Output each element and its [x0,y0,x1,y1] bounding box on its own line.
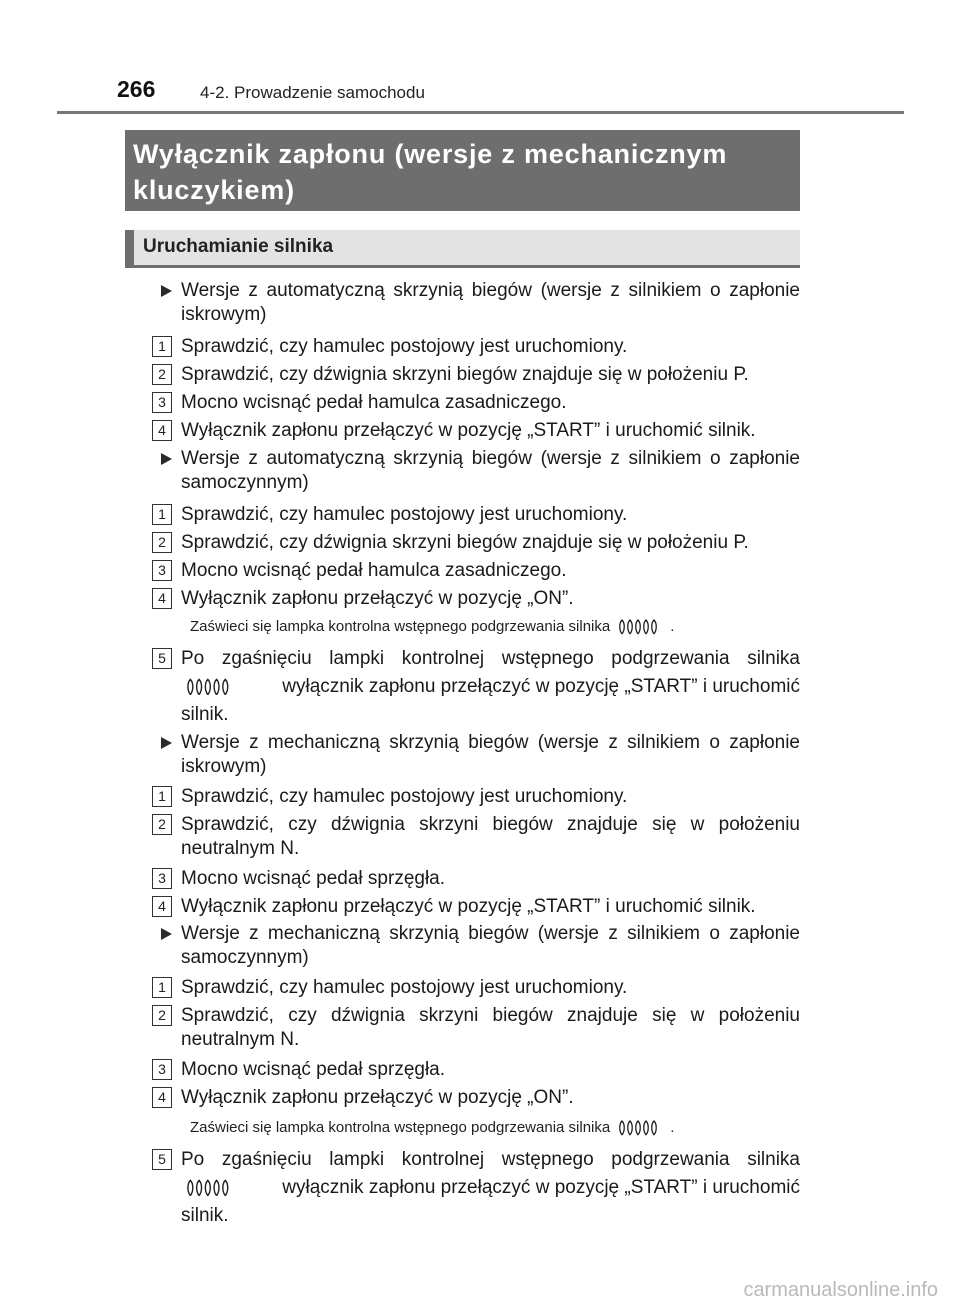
section-label: 4-2. Prowadzenie samochodu [200,83,425,102]
step-number: 5 [152,648,172,669]
step-text: Sprawdzić, czy dźwignia skrzyni biegów znajduje się w położeniu P. [181,532,749,553]
step-text: Sprawdzić, czy dźwignia skrzyni biegów znajduje się w położeniu P. [181,364,749,385]
step-text: Mocno wcisnąć pedał hamulca zasadniczego. [181,392,567,413]
step-number: 2 [152,364,172,385]
step-number: 1 [152,504,172,525]
step-number: 2 [152,532,172,553]
step-text-line: Po zgaśnięciu lampki kontrolnej wstępnego podgrzewania silnika [181,1149,800,1170]
step-text-line: silnik. [181,1205,229,1226]
step-number: 1 [152,336,172,357]
step-text: Mocno wcisnąć pedał hamulca zasadniczego. [181,560,567,581]
step-number: 2 [152,814,172,835]
note-text: Zaświeci się lampka kontrolna wstępnego podgrzewania silnika . [190,1119,675,1136]
step-number: 1 [152,977,172,998]
page-title: Wyłącznik zapłonu (wersje z mechanicznym kluczykiem) [125,130,800,211]
step-number: 5 [152,1149,172,1170]
step-number: 2 [152,1005,172,1026]
watermark: carmanualsonline.info [743,1279,938,1301]
step-text-line: wyłącznik zapłonu przełączyć w pozycję „START” i uruchomić [186,675,800,699]
step-number: 3 [152,560,172,581]
step-text: Sprawdzić, czy hamulec postojowy jest uruchomiony. [181,504,628,525]
glow-plug-indicator-icon [186,677,234,697]
triangle-bullet-icon [161,285,172,297]
step-text-line: Po zgaśnięciu lampki kontrolnej wstępnego podgrzewania silnika [181,648,800,669]
step-text: Wyłącznik zapłonu przełączyć w pozycję „START” i uruchomić silnik. [181,896,756,917]
glow-plug-indicator-icon [186,1178,234,1198]
step-text: Sprawdzić, czy hamulec postojowy jest uruchomiony. [181,336,628,357]
step-number: 1 [152,786,172,807]
subsection-title: Uruchamianie silnika [143,236,334,257]
step-text: Mocno wcisnąć pedał sprzęgła. [181,1059,446,1080]
step-number: 3 [152,1059,172,1080]
step-text-line: wyłącznik zapłonu przełączyć w pozycję „START” i uruchomić [186,1176,800,1200]
step-text: Wyłącznik zapłonu przełączyć w pozycję „ON”. [181,1087,574,1108]
step-number: 3 [152,868,172,889]
step-text: Mocno wcisnąć pedał sprzęgła. [181,868,446,889]
step-number: 4 [152,588,172,609]
triangle-bullet-icon [161,928,172,940]
step-number: 3 [152,392,172,413]
triangle-bullet-icon [161,737,172,749]
step-text: Sprawdzić, czy dźwignia skrzyni biegów znajduje się w położeniu neutralnym N. [181,1005,800,1050]
step-text: Sprawdzić, czy dźwignia skrzyni biegów znajduje się w położeniu neutralnym N. [181,814,800,859]
glow-plug-indicator-icon [618,1119,662,1137]
step-number: 4 [152,896,172,917]
step-text: Sprawdzić, czy hamulec postojowy jest uruchomiony. [181,786,628,807]
triangle-bullet-icon [161,453,172,465]
step-text: Wyłącznik zapłonu przełączyć w pozycję „START” i uruchomić silnik. [181,420,756,441]
step-number: 4 [152,420,172,441]
step-number: 4 [152,1087,172,1108]
note-text: Zaświeci się lampka kontrolna wstępnego podgrzewania silnika . [190,618,675,635]
step-text-line: silnik. [181,704,229,725]
step-text: Sprawdzić, czy hamulec postojowy jest uruchomiony. [181,977,628,998]
glow-plug-indicator-icon [618,618,662,636]
page-number: 266 [117,76,156,102]
step-text: Wyłącznik zapłonu przełączyć w pozycję „ON”. [181,588,574,609]
instruction-content: Wersje z automatyczną skrzynią biegów (wersje z silnikiem o zapłonie iskrowym) 1 Sprawdzić, czy hamulec postojowy jest uruchomiony. 2 Sprawdzić, czy dźwignia skrzyni biegów znajduje się w położeniu P. 3 Mocno wcisnąć pedał hamulca zasadniczego. 4 Wyłącznik zapłonu przełączyć w pozycję „START” i uruchomić silnik. Wersje z automatyczną skrzynią biegów (wersje z silnikiem o zapłonie samoczynnym) 1 Sprawdzić, czy hamulec postojowy jest uruchomiony. 2 Sprawdzić, czy dźwignia skrzyni biegów znajduje się w położeniu P. 3 Mocno wcisnąć pedał hamulca zasadniczego. 4 Wyłącznik zapłonu przełączyć w pozycję „ON”. Zaświeci się lampka kontrolna wstępnego podgrzewania silnika . 5 Po zgaśnięciu lampki kontrolnej wstępnego podgrzewania silnika wyłącznik zapłonu przełączyć w pozycję „START” i uruchomić silnik. Wersje z mechaniczną skrzynią biegów (wersje z silnikiem o zapłonie iskrowym) 1 Sprawdzić, czy hamulec postojowy jest uruchomiony. 2 Sprawdzić, czy dźwignia skrzyni biegów znajduje się w położeniu neutralnym N. 3 Mocno wcisnąć pedał sprzęgła. 4 Wyłącznik zapłonu przełączyć w pozycję „START” i uruchomić silnik. Wersje z mechaniczną skrzynią biegów (wersje z silnikiem o zapłonie samoczynnym) 1 Sprawdzić, czy hamulec postojowy jest uruchomiony. 2 Sprawdzić, czy dźwignia skrzyni biegów znajduje się w położeniu neutralnym N. 3 Mocno wcisnąć pedał sprzęgła. 4 Wyłącznik zapłonu przełączyć w pozycję „ON”. Zaświeci się lampka kontrolna wstępnego podgrzewania silnika . 5 Po zgaśnięciu lampki kontrolnej wstępnego podgrzewania silnika wyłącznik zapłonu przełączyć w pozycję „START” i uruchomić silnik. [0,0,960,1313]
